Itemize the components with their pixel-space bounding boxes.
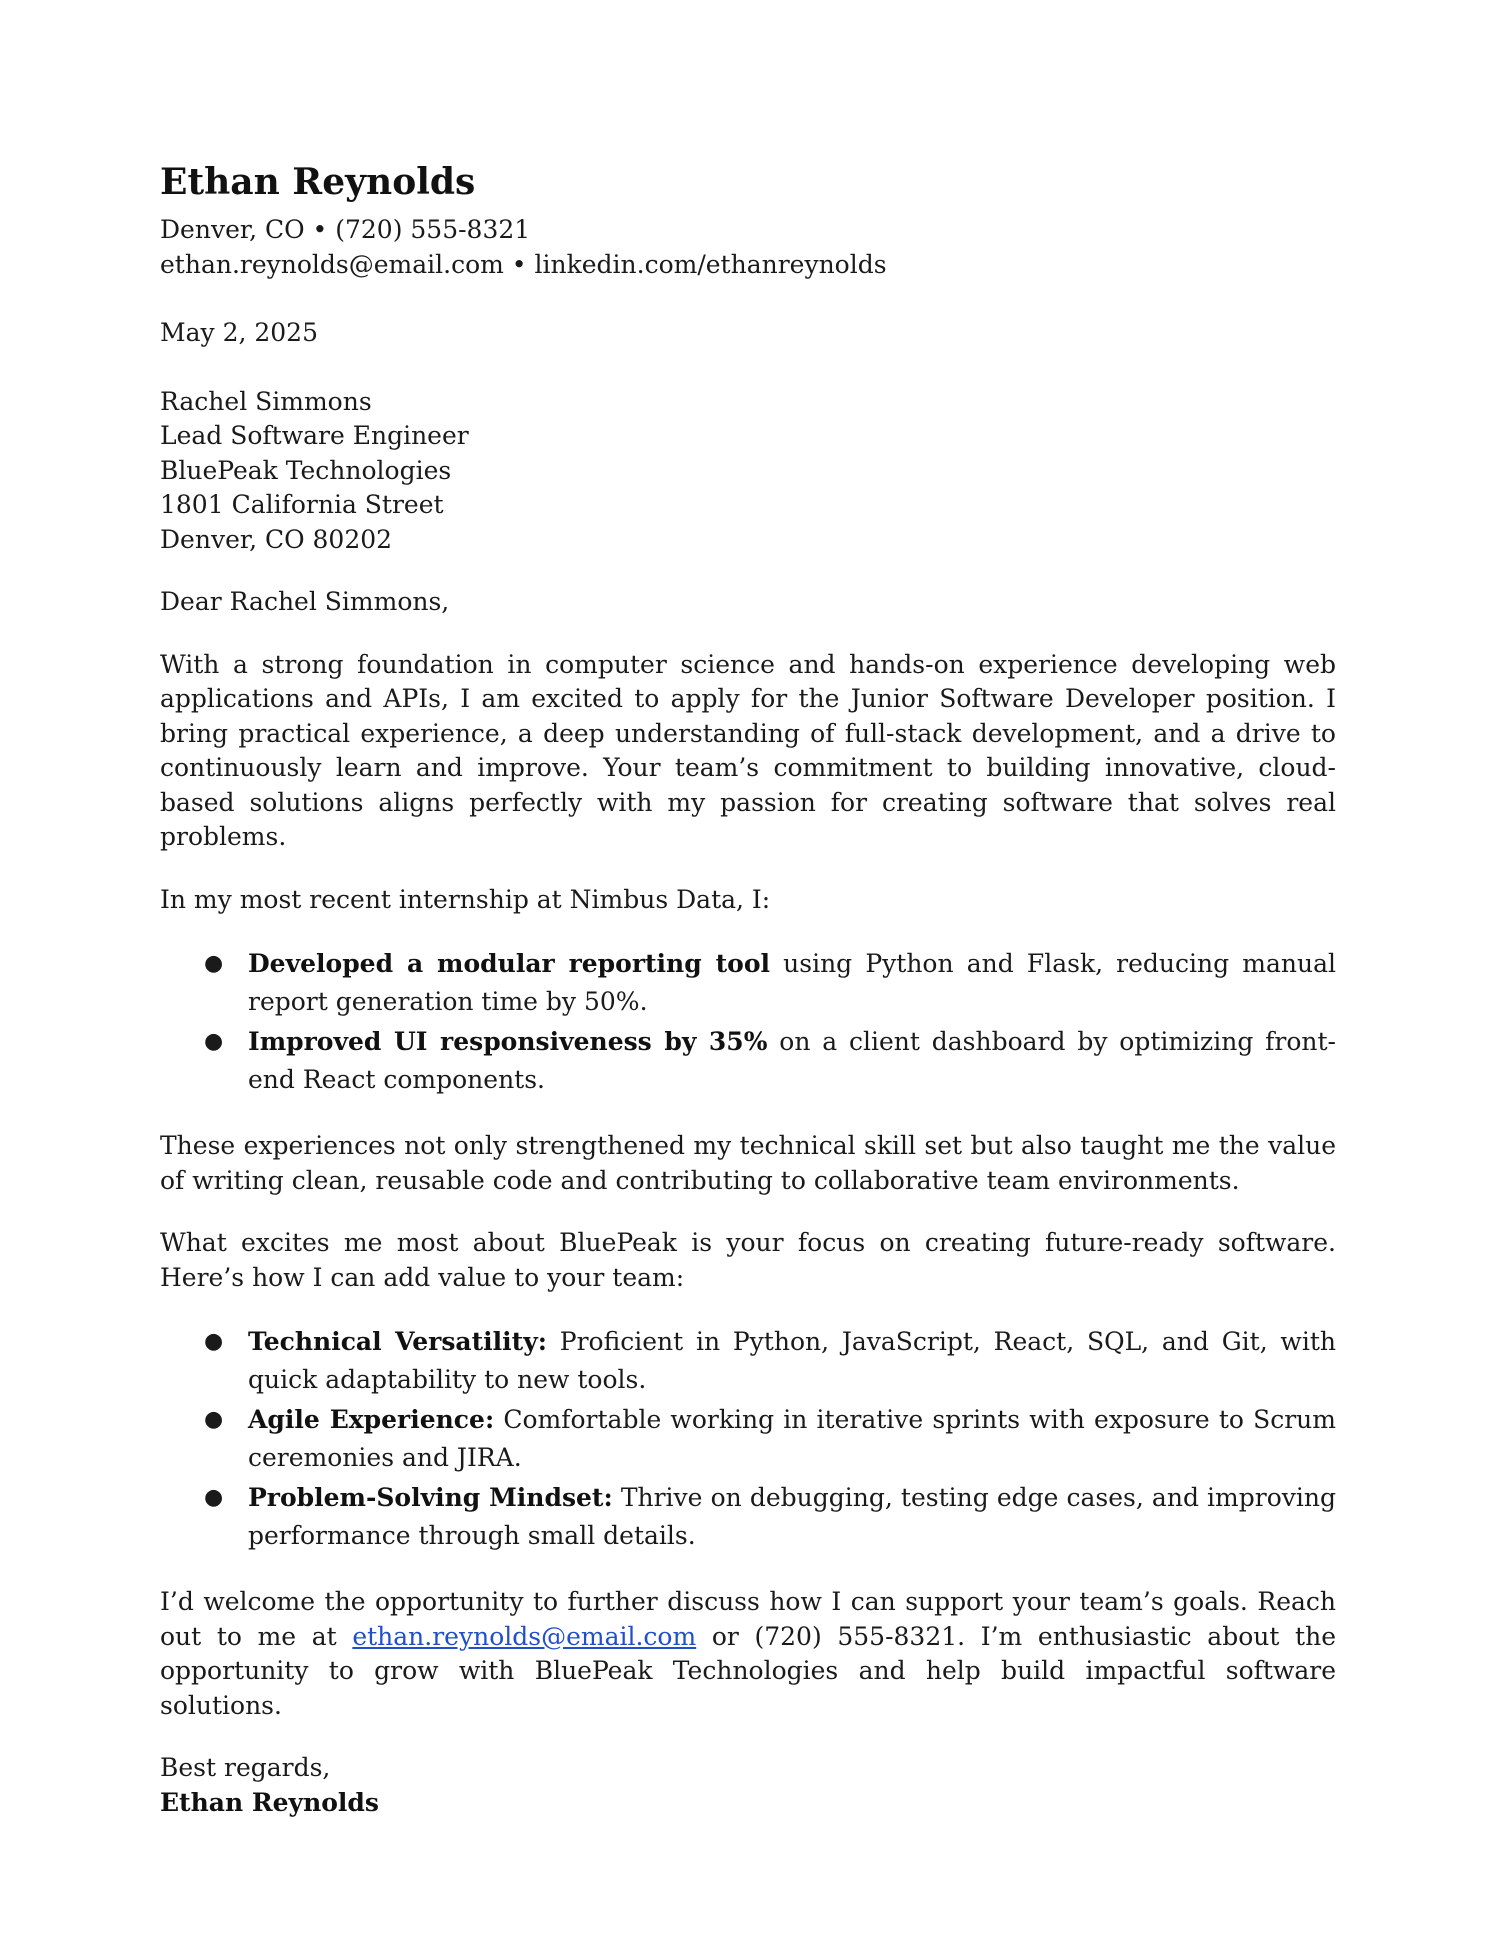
email-link[interactable]: ethan.reynolds@email.com (352, 1621, 697, 1651)
achievement-highlight: Developed a modular reporting tool (248, 949, 771, 978)
strength-detail: Comfortable working in iterative sprints with exposure to Scrum ceremonies and JIRA. (248, 1405, 1336, 1472)
list-item (160, 1023, 1336, 1099)
recipient-company: BluePeak Technologies (160, 455, 452, 485)
cover-letter-page (160, 160, 1336, 1820)
recipient-city: Denver, CO 80202 (160, 524, 393, 554)
list-item (160, 1323, 1336, 1399)
achievement-detail: on a client dashboard by optimizing front-end React components. (248, 1027, 1337, 1094)
sender-name: Ethan Reynolds (160, 161, 476, 203)
achievements-list (160, 945, 1336, 1099)
strength-detail: Proficient in Python, JavaScript, React, SQL, and Git, with quick adaptability to new tools. (248, 1327, 1336, 1394)
bullet-icon: ● (204, 951, 224, 976)
bullet-icon: ● (204, 1407, 224, 1432)
strength-label: Agile Experience: (248, 1405, 495, 1434)
signoff: Best regards, (160, 1753, 331, 1782)
strengths-list (160, 1323, 1336, 1555)
value-lead-paragraph: What excites me most about BluePeak is your focus on creating future-ready software. Here’s how I can add value to your team: (160, 1228, 1336, 1292)
sender-contact (160, 213, 1336, 282)
recipient-name: Rachel Simmons (160, 386, 372, 416)
strength-label: Technical Versatility: (248, 1327, 547, 1356)
intro-paragraph: With a strong foundation in computer science and hands-on experience developing web applications and APIs, I am excited to apply for the Junior Software Developer position. I bring practical experience, a deep understanding of full-stack development, and a drive to continuously learn and improve. Your team’s commitment to building innovative, cloud-based solutions aligns perfectly with my passion for creating software that solves real problems. (160, 649, 1336, 851)
closing-text-after-link: or (720) 555-8321. I’m enthusiastic about the opportunity to grow with BluePeak Technologies and help build impactful software solutions. (160, 1621, 1336, 1720)
experience-summary-paragraph: These experiences not only strengthened my technical skill set but also taught me the value of writing clean, reusable code and contributing to collaborative team environments. (160, 1131, 1336, 1195)
closing-text-before-link: I’d welcome the opportunity to further discuss how I can support your team’s goals. Reach out to me at (160, 1587, 1336, 1651)
signature-block (160, 1751, 1336, 1820)
bullet-icon: ● (204, 1485, 224, 1510)
list-item (160, 945, 1336, 1021)
recipient-street: 1801 California Street (160, 490, 444, 519)
recipient-address (160, 385, 1336, 558)
closing-paragraph (160, 1585, 1336, 1723)
salutation: Dear Rachel Simmons, (160, 587, 450, 616)
strength-label: Problem-Solving Mindset: (248, 1483, 613, 1512)
list-item (160, 1401, 1336, 1477)
letter-date: May 2, 2025 (160, 318, 318, 347)
list-item (160, 1479, 1336, 1555)
strength-detail: Thrive on debugging, testing edge cases, and improving performance through small details. (248, 1483, 1336, 1550)
signature-name: Ethan Reynolds (160, 1787, 379, 1817)
sender-contact-line-2: ethan.reynolds@email.com • linkedin.com/ethanreynolds (160, 249, 887, 279)
recipient-title: Lead Software Engineer (160, 421, 469, 450)
internship-lead-paragraph: In my most recent internship at Nimbus Data, I: (160, 884, 771, 914)
achievement-highlight: Improved UI responsiveness by 35% (248, 1027, 768, 1056)
achievement-detail: using Python and Flask, reducing manual report generation time by 50%. (248, 949, 1336, 1016)
bullet-icon: ● (204, 1029, 224, 1054)
bullet-icon: ● (204, 1329, 224, 1354)
sender-contact-line-1: Denver, CO • (720) 555-8321 (160, 215, 531, 244)
